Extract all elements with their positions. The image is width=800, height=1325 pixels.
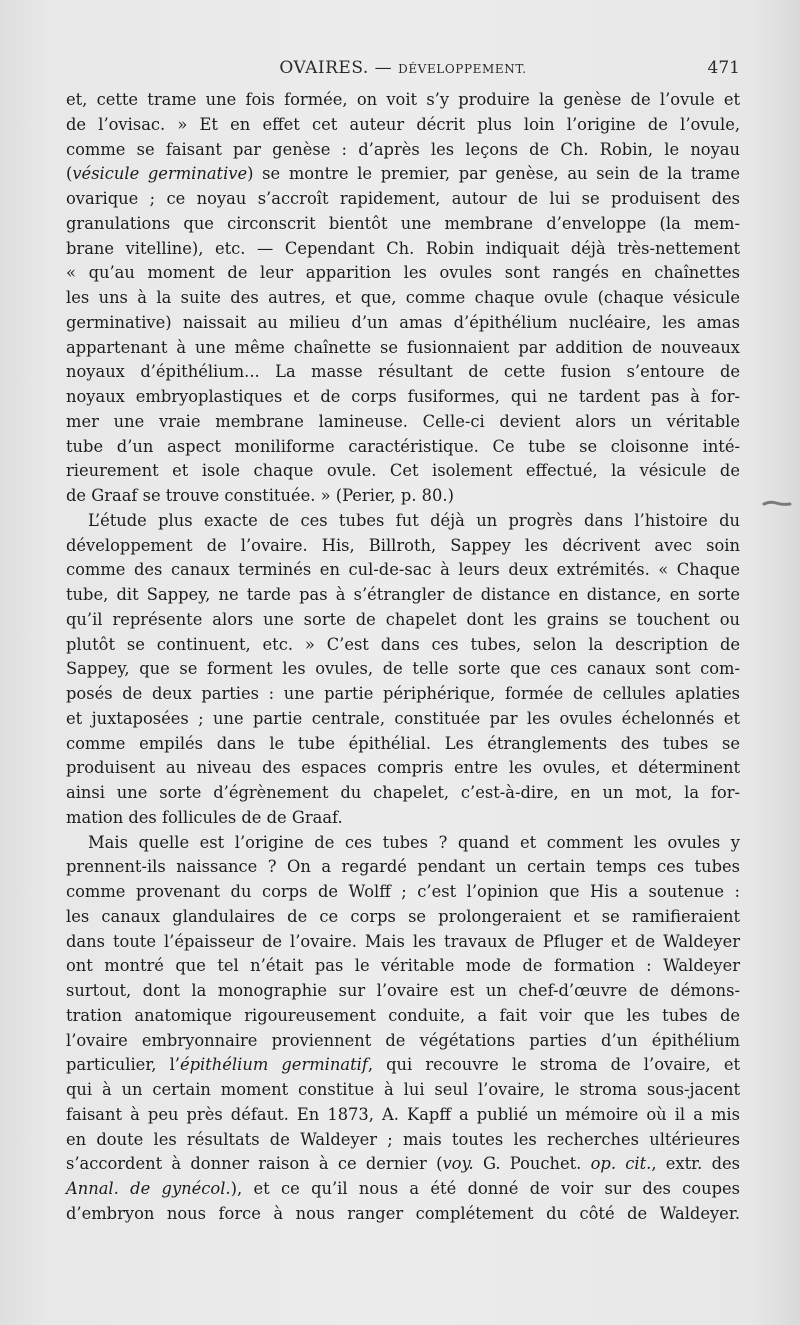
text-line: tration anatomique rigoureusement conduite, a fait voir que les tubes de [66, 1005, 740, 1025]
text-line: les canaux glandulaires de ce corps se prolongeraient et se ramifieraient [66, 906, 740, 926]
paragraph-end-line: de Graaf se trouve constituée. » (Perier, p. 80.) [66, 486, 454, 505]
text-line: comme se faisant par genèse : d’après les leçons de Ch. Robin, le noyau [66, 139, 740, 159]
text-line: ainsi une sorte d’égrènement du chapelet, c’est-à-dire, en un mot, la for- [66, 783, 740, 802]
text-line: comme provenant du corps de Wolff ; c’est l’opinion que His a soutenue : [66, 882, 740, 901]
text-line: prennent-ils naissance ? On a regardé pendant un certain temps ces tubes [66, 857, 740, 877]
page-number: 471 [707, 58, 740, 78]
text-line: d’embryon nous force à nous ranger complétement du côté de Waldeyer. [66, 1203, 740, 1223]
text-line: qui à un certain moment constitue à lui seul l’ovaire, le stroma sous-jacent [66, 1080, 740, 1099]
text-line: Sappey, que se forment les ovules, de telle sorte que ces canaux sont com- [66, 659, 740, 679]
text-line: germinative) naissait au milieu d’un amas d’épithélium nucléaire, les amas [66, 312, 740, 332]
text-line: produisent au niveau des espaces compris entre les ovules, et déterminent [66, 758, 740, 778]
italic-term: vésicule germinative [72, 164, 248, 184]
text-line: Annal. de gynécol.), et ce qu’il nous a été donné de voir sur des coupes [66, 1179, 740, 1198]
margin-smudge [762, 498, 792, 510]
text-line: tube d’un aspect moniliforme caractéristique. Ce tube se cloisonne inté- [66, 436, 740, 456]
text-line: qu’il représente alors une sorte de chapelet dont les grains se touchent ou [66, 609, 740, 629]
text-line: brane vitelline), etc. — Cependant Ch. Robin indiquait déjà très-nettement [66, 238, 740, 258]
text-line: granulations que circonscrit bientôt une membrane d’enveloppe (la mem- [66, 213, 740, 233]
text-line: (vésicule germinative) se montre le premier, par genèse, au sein de la trame [66, 164, 740, 184]
paragraph-start-line: L’étude plus exacte de ces tubes fut déjà un progrès dans l’histoire du [88, 510, 740, 530]
text-line: dans toute l’épaisseur de l’ovaire. Mais les travaux de Pfluger et de Waldeyer [66, 931, 740, 951]
italic-citation: voy. [442, 1154, 474, 1174]
running-head-title [66, 58, 740, 78]
text-line: comme des canaux terminés en cul-de-sac à leurs deux extrémités. « Chaque [66, 560, 740, 580]
text-line: surtout, dont la monographie sur l’ovaire est un chef-d’œuvre de démons- [66, 981, 740, 1000]
paragraph-end-line: mation des follicules de de Graaf. [66, 807, 343, 827]
text-line: l’ovaire embryonnaire proviennent de végétations parties d’un épithélium [66, 1030, 740, 1050]
text-line: développement de l’ovaire. His, Billroth, Sappey les décrivent avec soin [66, 535, 740, 555]
text-line: s’accordent à donner raison à ce dernier (voy. G. Pouchet. op. cit., extr. des [66, 1154, 740, 1174]
title-dash: — [368, 58, 399, 78]
text-line: comme empilés dans le tube épithélial. Les étranglements des tubes se [66, 733, 740, 753]
text-line: ovarique ; ce noyau s’accroît rapidement, autour de lui se produisent des [66, 189, 740, 208]
paragraph-start-line: Mais quelle est l’origine de ces tubes ? quand et comment les ovules y [88, 832, 740, 852]
text-line: faisant à peu près défaut. En 1873, A. Kapff a publié un mémoire où il a mis [66, 1104, 740, 1124]
body-text [66, 88, 740, 1227]
text-line: les uns à la suite des autres, et que, comme chaque ovule (chaque vésicule [66, 288, 740, 307]
text-line: et, cette trame une fois formée, on voit s’y produire la genèse de l’ovule et [66, 90, 740, 109]
text-line: tube, dit Sappey, ne tarde pas à s’étrangler de distance en distance, en sorte [66, 585, 740, 604]
running-head [66, 58, 740, 84]
text-line: noyaux embryoplastiques et de corps fusiformes, qui ne tardent pas à for- [66, 387, 740, 406]
text-line: de l’ovisac. » Et en effet cet auteur décrit plus loin l’origine de l’ovule, [66, 114, 740, 134]
text-line: appartenant à une même chaînette se fusionnaient par addition de nouveaux [66, 337, 740, 357]
text-line: particulier, l’épithélium germinatif, qui recouvre le stroma de l’ovaire, et [66, 1055, 740, 1075]
italic-citation: Annal. de gynécol. [66, 1179, 231, 1198]
text-line: rieurement et isole chaque ovule. Cet isolement effectué, la vésicule de [66, 461, 740, 481]
text-line: et juxtaposées ; une partie centrale, constituée par les ovules échelonnés et [66, 708, 740, 728]
text-line: ont montré que tel n’était pas le véritable mode de formation : Waldeyer [66, 956, 740, 976]
text-line: noyaux d’épithélium... La masse résultant de cette fusion s’entoure de [66, 362, 740, 382]
text-line: en doute les résultats de Waldeyer ; mais toutes les recherches ultérieures [66, 1129, 740, 1149]
text-line: plutôt se continuent, etc. » C’est dans ces tubes, selon la description de [66, 634, 740, 654]
text-line: mer une vraie membrane lamineuse. Celle-ci devient alors un véritable [66, 411, 740, 431]
text-line: « qu’au moment de leur apparition les ovules sont rangés en chaînettes [66, 263, 740, 283]
italic-citation: op. cit. [590, 1154, 652, 1174]
section-title: DÉVELOPPEMENT. [398, 62, 527, 76]
text-line: posés de deux parties : une partie périphérique, formée de cellules aplaties [66, 684, 740, 703]
italic-term: épithélium germinatif [180, 1055, 368, 1075]
chapter-title: OVAIRES. [279, 58, 369, 78]
